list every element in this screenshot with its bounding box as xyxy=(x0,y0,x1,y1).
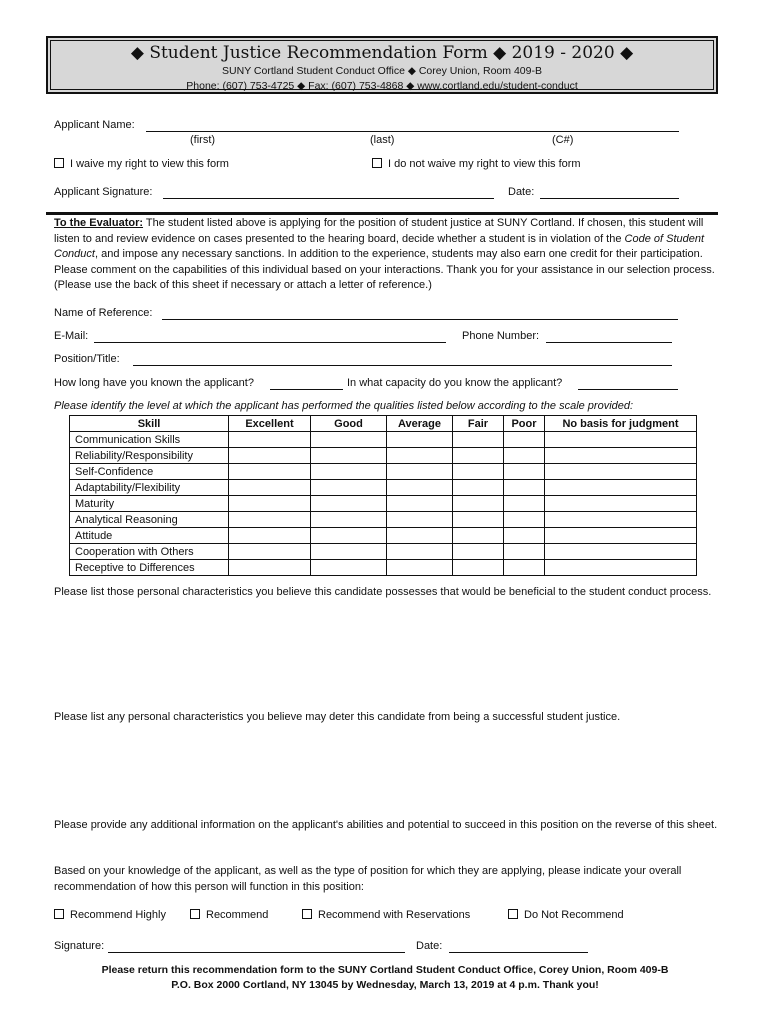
skill-name: Reliability/Responsibility xyxy=(70,448,229,464)
rating-cell[interactable] xyxy=(545,464,697,480)
rating-cell[interactable] xyxy=(453,512,504,528)
reference-name-field[interactable] xyxy=(162,319,678,320)
rating-cell[interactable] xyxy=(504,544,545,560)
rating-cell[interactable] xyxy=(387,544,453,560)
rating-cell[interactable] xyxy=(504,464,545,480)
rating-cell[interactable] xyxy=(387,464,453,480)
email-field[interactable] xyxy=(94,342,446,343)
rating-cell[interactable] xyxy=(453,560,504,576)
rating-cell[interactable] xyxy=(453,528,504,544)
rating-cell[interactable] xyxy=(504,448,545,464)
table-row xyxy=(70,432,697,448)
rating-cell[interactable] xyxy=(229,448,311,464)
table-row xyxy=(70,560,697,576)
do-not-recommend-option[interactable] xyxy=(508,909,624,921)
position-label: Position/Title: xyxy=(54,353,120,365)
applicant-signature-label: Applicant Signature: xyxy=(54,186,153,198)
recommend-option[interactable] xyxy=(190,909,268,921)
do-not-recommend-label: Do Not Recommend xyxy=(524,909,624,921)
form-header xyxy=(46,36,718,94)
overall-recommendation-question: Based on your knowledge of the applicant, as well as the type of position for which they are applying, please indicate your overall recommendation of how this person will function in this position: xyxy=(54,865,682,893)
rating-cell[interactable] xyxy=(229,432,311,448)
rating-cell[interactable] xyxy=(229,512,311,528)
rating-cell[interactable] xyxy=(387,512,453,528)
rating-cell[interactable] xyxy=(229,496,311,512)
rating-cell[interactable] xyxy=(545,544,697,560)
office-line: SUNY Cortland Student Conduct Office ◆ Corey Union, Room 409-B xyxy=(222,65,542,77)
recommend-reservations-label: Recommend with Reservations xyxy=(318,909,471,921)
table-header-row xyxy=(70,416,697,432)
rating-cell[interactable] xyxy=(229,560,311,576)
skill-name: Attitude xyxy=(70,528,229,544)
recommend-reservations-option[interactable] xyxy=(302,909,470,921)
beneficial-question: Please list those personal characteristics you believe this candidate possesses that would be beneficial to the student conduct process. xyxy=(54,586,712,598)
rating-cell[interactable] xyxy=(311,496,387,512)
phone-label: Phone Number: xyxy=(462,330,540,342)
rating-cell[interactable] xyxy=(387,496,453,512)
applicant-date-label: Date: xyxy=(508,186,535,198)
rating-cell[interactable] xyxy=(387,528,453,544)
evaluator-paragraph xyxy=(54,216,718,294)
recommend-highly-checkbox[interactable] xyxy=(54,909,64,919)
first-name-caption: (first) xyxy=(190,134,216,146)
waive-label: I waive my right to view this form xyxy=(70,158,229,170)
rating-cell[interactable] xyxy=(453,432,504,448)
rating-cell[interactable] xyxy=(504,496,545,512)
column-header: Average xyxy=(387,416,453,432)
evaluator-heading: To the Evaluator: xyxy=(54,217,144,229)
rating-cell[interactable] xyxy=(387,480,453,496)
evaluator-text-2: , and impose any necessary sanctions. In addition to the experience, students may also earn one credit for their participation. Please comment on the capabilities of this individual based on your interactions. Thank you for your assistance in our selection process. (Please use the back of this sheet if necessary or attach a letter of reference.) xyxy=(54,248,715,291)
contact-line: Phone: (607) 753-4725 ◆ Fax: (607) 753-4868 ◆ www.cortland.edu/student-conduct xyxy=(186,80,578,92)
do-not-recommend-checkbox[interactable] xyxy=(508,909,518,919)
column-header: Skill xyxy=(70,416,229,432)
reference-name-label: Name of Reference: xyxy=(54,307,153,319)
capacity-field[interactable] xyxy=(578,389,678,390)
rating-cell[interactable] xyxy=(311,432,387,448)
table-row xyxy=(70,544,697,560)
rating-cell[interactable] xyxy=(311,528,387,544)
rating-cell[interactable] xyxy=(311,464,387,480)
rating-cell[interactable] xyxy=(229,480,311,496)
phone-field[interactable] xyxy=(546,342,672,343)
rating-cell[interactable] xyxy=(545,512,697,528)
header-inner-border xyxy=(50,40,714,90)
skill-name: Cooperation with Others xyxy=(70,544,229,560)
rating-cell[interactable] xyxy=(311,560,387,576)
no-waive-checkbox[interactable] xyxy=(372,158,382,168)
rating-cell[interactable] xyxy=(453,544,504,560)
rating-cell[interactable] xyxy=(504,432,545,448)
recommend-highly-label: Recommend Highly xyxy=(70,909,166,921)
rating-cell[interactable] xyxy=(453,480,504,496)
position-field[interactable] xyxy=(133,365,672,366)
skills-rating-table xyxy=(69,415,697,576)
column-header: Poor xyxy=(504,416,545,432)
rating-cell[interactable] xyxy=(545,496,697,512)
rating-cell[interactable] xyxy=(545,480,697,496)
table-row xyxy=(70,464,697,480)
skill-name: Self-Confidence xyxy=(70,464,229,480)
applicant-date-field[interactable] xyxy=(540,198,679,199)
form-title: ◆ Student Justice Recommendation Form ◆ 2019 - 2020 ◆ xyxy=(130,43,634,63)
rating-cell[interactable] xyxy=(453,464,504,480)
rating-cell[interactable] xyxy=(387,432,453,448)
code-of-conduct-text: Code of Student Conduct xyxy=(54,232,705,260)
evaluator-text-1: The student listed above is applying for the position of student justice at SUNY Cortland. If chosen, this student will listen to and review evidence on cases presented to the hearing board, decide whether a student is in violation of the xyxy=(54,217,704,245)
column-header: Excellent xyxy=(229,416,311,432)
waive-option[interactable] xyxy=(54,158,229,170)
skill-name: Communication Skills xyxy=(70,432,229,448)
table-row xyxy=(70,448,697,464)
recommend-highly-option[interactable] xyxy=(54,909,166,921)
table-row xyxy=(70,480,697,496)
return-instructions-line-2: P.O. Box 2000 Cortland, NY 13045 by Wednesday, March 13, 2019 at 4 p.m. Thank you! xyxy=(171,979,599,991)
skill-name: Receptive to Differences xyxy=(70,560,229,576)
rating-cell[interactable] xyxy=(229,464,311,480)
no-waive-option[interactable] xyxy=(372,158,581,170)
evaluator-date-label: Date: xyxy=(416,940,443,952)
table-row xyxy=(70,496,697,512)
applicant-name-field[interactable] xyxy=(146,131,679,132)
known-duration-field[interactable] xyxy=(270,389,343,390)
rating-cell[interactable] xyxy=(545,528,697,544)
no-waive-label: I do not waive my right to view this form xyxy=(388,158,581,170)
column-header: No basis for judgment xyxy=(545,416,697,432)
additional-info-question: Please provide any additional information on the applicant's abilities and potential to succeed in this position on the reverse of this sheet. xyxy=(54,819,718,831)
table-row xyxy=(70,528,697,544)
rating-cell[interactable] xyxy=(545,432,697,448)
rating-cell[interactable] xyxy=(545,448,697,464)
return-instructions-line-1: Please return this recommendation form to the SUNY Cortland Student Conduct Office, Corey Union, Room 409-B xyxy=(101,964,669,976)
rating-cell[interactable] xyxy=(311,480,387,496)
applicant-signature-field[interactable] xyxy=(163,198,494,199)
skill-name: Adaptability/Flexibility xyxy=(70,480,229,496)
known-duration-label: How long have you known the applicant? xyxy=(54,377,254,389)
email-label: E-Mail: xyxy=(54,330,89,342)
recommend-reservations-checkbox[interactable] xyxy=(302,909,312,919)
rating-cell[interactable] xyxy=(453,448,504,464)
evaluator-signature-field[interactable] xyxy=(108,952,405,953)
column-header: Good xyxy=(311,416,387,432)
deter-question: Please list any personal characteristics you believe may deter this candidate from being a successful student justice. xyxy=(54,711,621,723)
rating-cell[interactable] xyxy=(229,544,311,560)
rating-cell[interactable] xyxy=(387,448,453,464)
rating-cell[interactable] xyxy=(453,496,504,512)
rating-cell[interactable] xyxy=(387,560,453,576)
column-header: Fair xyxy=(453,416,504,432)
applicant-name-label: Applicant Name: xyxy=(54,119,135,131)
skill-name: Analytical Reasoning xyxy=(70,512,229,528)
recommend-label: Recommend xyxy=(206,909,269,921)
scale-instruction: Please identify the level at which the applicant has performed the qualities listed below according to the scale provided: xyxy=(54,400,634,412)
rating-cell[interactable] xyxy=(311,512,387,528)
waive-checkbox[interactable] xyxy=(54,158,64,168)
skill-name: Maturity xyxy=(70,496,229,512)
rating-cell[interactable] xyxy=(504,528,545,544)
rating-cell[interactable] xyxy=(504,560,545,576)
rating-cell[interactable] xyxy=(311,544,387,560)
evaluator-signature-label: Signature: xyxy=(54,940,105,952)
rating-cell[interactable] xyxy=(311,448,387,464)
cnumber-caption: (C#) xyxy=(552,134,574,146)
table-row xyxy=(70,512,697,528)
rating-cell[interactable] xyxy=(545,560,697,576)
deter-answer-area[interactable] xyxy=(54,730,718,810)
capacity-label: In what capacity do you know the applicant? xyxy=(347,377,563,389)
recommend-checkbox[interactable] xyxy=(190,909,200,919)
section-divider xyxy=(46,212,718,215)
evaluator-date-field[interactable] xyxy=(449,952,588,953)
last-name-caption: (last) xyxy=(370,134,395,146)
rating-cell[interactable] xyxy=(504,512,545,528)
rating-cell[interactable] xyxy=(504,480,545,496)
beneficial-answer-area[interactable] xyxy=(54,632,718,702)
rating-cell[interactable] xyxy=(229,528,311,544)
